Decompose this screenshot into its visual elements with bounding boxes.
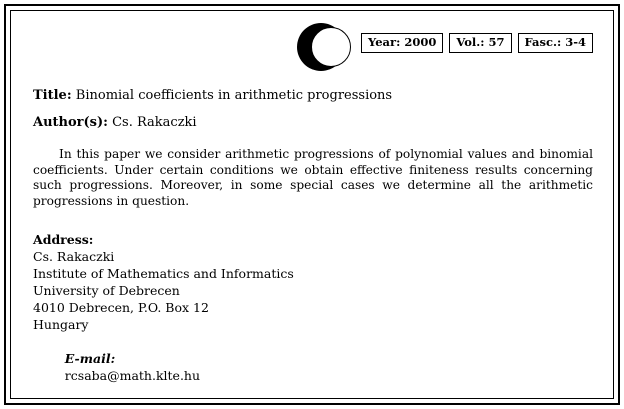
crescent-moon-logo-icon [297, 23, 353, 71]
logo-cutout [311, 27, 351, 67]
address-heading: Address: [33, 232, 94, 247]
address-line-5: Hungary [33, 317, 89, 332]
authors-row [33, 114, 593, 131]
title-label: Title: [33, 88, 72, 103]
volume-box: Vol.: 57 [449, 33, 511, 53]
address-line-3: University of Debrecen [33, 283, 180, 298]
title-value: Binomial coefficients in arithmetic progressions [75, 88, 393, 103]
abstract-text: In this paper we consider arithmetic progressions of polynomial values and binomial coefficients. Under certain conditions we obtain effective finiteness results concerning such progressions. Moreover, in some special cases we determine all the arithmetic progressions in question. [33, 147, 593, 208]
document-content [11, 11, 613, 398]
email-row [33, 333, 593, 401]
year-box: Year: 2000 [361, 33, 443, 53]
authors-value: Cs. Rakaczki [112, 115, 197, 130]
document-header [33, 21, 593, 77]
address-line-1: Cs. Rakaczki [33, 249, 115, 264]
address-line-2: Institute of Mathematics and Informatics [33, 266, 294, 281]
issue-metadata [361, 33, 593, 53]
authors-label: Author(s): [33, 115, 108, 130]
address-line-4: 4010 Debrecen, P.O. Box 12 [33, 300, 209, 315]
email-label: E-mail: [64, 351, 116, 366]
email-value[interactable]: rcsaba@math.klte.hu [64, 368, 201, 383]
title-row [33, 87, 593, 104]
fascicle-box: Fasc.: 3-4 [518, 33, 594, 53]
address-block [33, 231, 593, 401]
